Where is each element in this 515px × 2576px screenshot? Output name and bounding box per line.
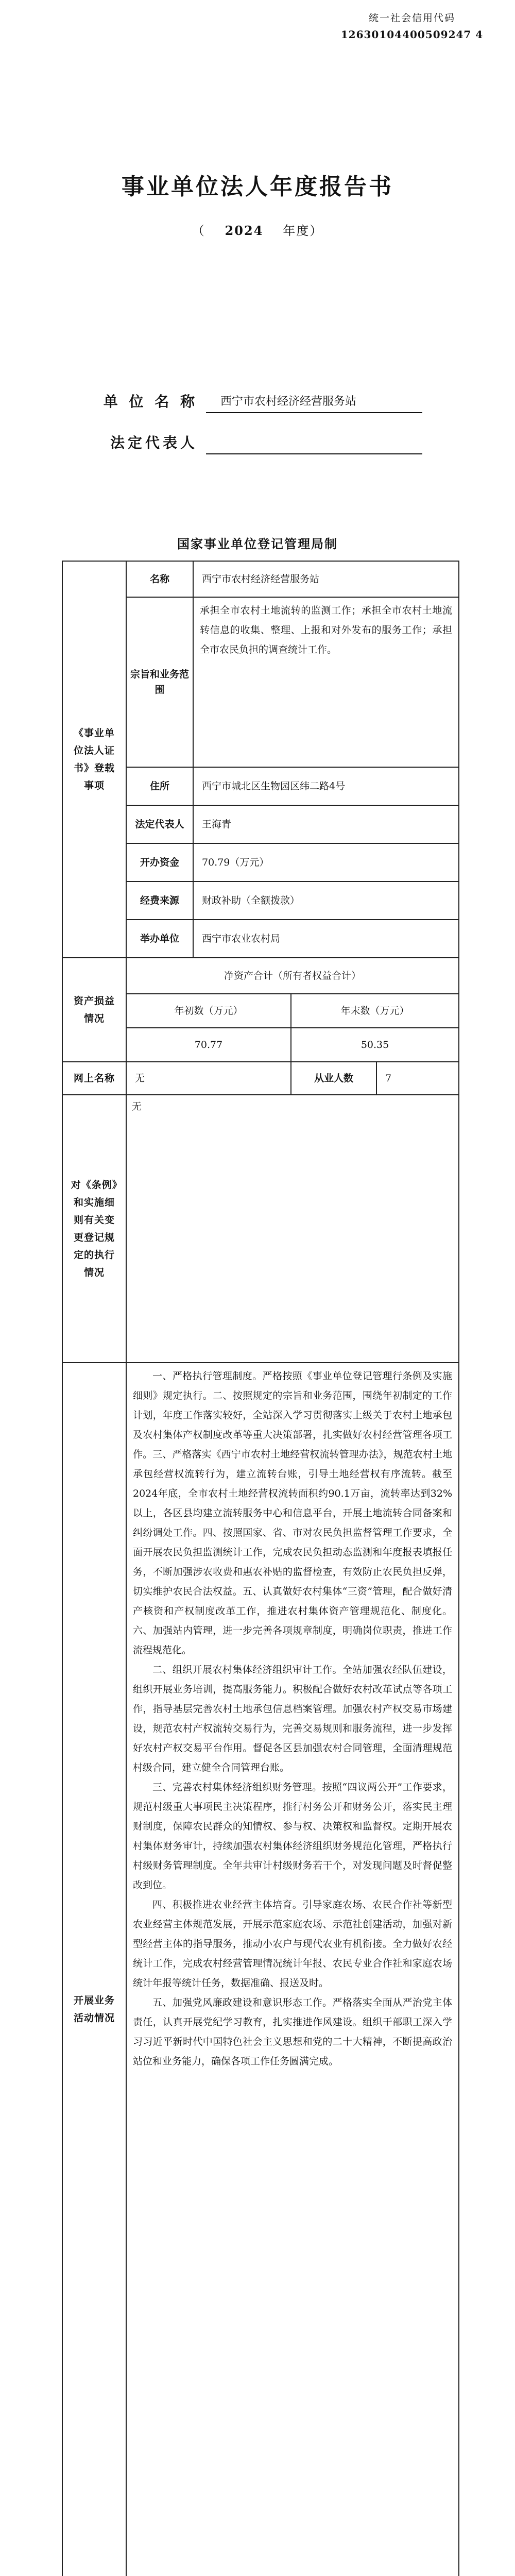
cert-name-label: 名称	[126, 561, 193, 597]
business-para-4: 四、积极推进农业经营主体培育。引导家庭农场、农民合作社等新型农业经营主体规范发展，开展示范家庭农场、示范社创建活动，加强对新型经营主体的指导服务，推动小农户与现代农业有机衔接。全力做好农经统计工作，完成农村经营管理情况统计年报、农民专业合作社和家庭农场统计年报等统计任务，数据准确、报送及时。	[133, 1899, 453, 1989]
legal-rep-value	[206, 432, 422, 454]
cert-funding-label: 开办资金	[126, 843, 193, 882]
report-table	[62, 561, 459, 2576]
assets-col-begin: 年初数（万元）	[126, 994, 291, 1028]
assets-end-value: 50.35	[291, 1028, 459, 1062]
credit-code-value: 12630104400509247 4	[340, 28, 484, 41]
assets-col-end: 年末数（万元）	[291, 994, 459, 1028]
cert-scope-label: 宗旨和业务范围	[126, 597, 193, 767]
credit-code-label: 统一社会信用代码	[368, 12, 455, 24]
business-para-2: 二、组织开展农村集体经济组织审计工作。全站加强农经队伍建设，组织开展业务培训，提高服务能力。积极配合做好农村改革试点等各项工作，指导基层完善农村土地承包信息档案管理。加强农村产权交易市场建设，规范农村产权流转交易行为，完善交易规则和服务流程，进一步发挥好农村产权交易平台作用。督促各区县加强农村合同管理，全面清理规范村级合同，建立健全合同管理台账。	[133, 1664, 453, 1773]
cert-name-value: 西宁市农村经济经营服务站	[193, 561, 459, 597]
website-label: 网上名称	[62, 1062, 126, 1095]
cert-section-label: 《事业单位法人证书》登载事项	[62, 561, 126, 958]
website-value: 无	[126, 1062, 291, 1095]
cert-source-label: 经费来源	[126, 882, 193, 920]
year-value: 2024	[225, 223, 264, 238]
unit-name-label: 单 位 名 称	[103, 393, 198, 410]
unit-name-field	[103, 391, 422, 413]
legal-rep-label: 法定代表人	[110, 434, 198, 451]
cert-source-value: 财政补助（全额拨款）	[193, 882, 459, 920]
compliance-label: 对《条例》和实施细则有关变更登记规定的执行情况	[62, 1095, 126, 1363]
cert-sponsor-value: 西宁市农业农村局	[193, 920, 459, 958]
cert-legal-label: 法定代表人	[126, 805, 193, 843]
cert-sponsor-label: 举办单位	[126, 920, 193, 958]
business-para-1: 一、严格执行管理制度。严格按照《事业单位登记管理行条例及实施细则》规定执行。二、按照规定的宗旨和业务范围，围绕年初制定的工作计划，年度工作落实较好，全站深入学习贯彻落实上级关于农村土地承包及农村集体产权制度改革等重大决策部署，扎实做好农村经营管理各项工作。三、严格落实《西宁市农村土地经营权流转管理办法》，规范农村土地承包经营权流转行为，建立流转台账，引导土地经营权有序流转。截至2024年底，全市农村土地经营权流转面积约90.1万亩，流转率达到32%以上，各区县均建立流转服务中心和信息平台，开展土地流转合同备案和纠纷调处工作。四、按照国家、省、市对农民负担监督管理工作要求，全面开展农民负担监测统计工作，完成农民负担动态监测和年度报表填报任务，不断加强涉农收费和惠农补贴的监督检查，有效防止农民负担反弹，切实维护农民合法权益。五、认真做好农村集体“三资”管理，配合做好清产核资和产权制度改革工作，推进农村集体资产管理规范化、制度化。六、加强站内管理，进一步完善各项规章制度，明确岗位职责，推进工作流程规范化。	[133, 1370, 453, 1656]
staff-label: 从业人数	[291, 1062, 376, 1095]
assets-begin-value: 70.77	[126, 1028, 291, 1062]
year-open: （	[192, 224, 205, 238]
report-form	[62, 561, 458, 2576]
issuer-line: 国家事业单位登记管理局制	[177, 536, 338, 551]
business-label: 开展业务活动情况	[62, 1363, 126, 2576]
business-para-3: 三、完善农村集体经济组织财务管理。按照“四议两公开”工作要求，规范村级重大事项民主决策程序，推行村务公开和财务公开，落实民主理财制度，保障农民群众的知情权、参与权、决策权和监督权。定期开展农村集体财务审计，持续加强农村集体经济组织财务规范化管理，严格执行村级财务管理制度。全年共审计村级财务若干个，对发现问题及时督促整改到位。	[133, 1782, 453, 1891]
cert-address-value: 西宁市城北区生物园区纬二路4号	[193, 767, 459, 805]
document-title: 事业单位法人年度报告书	[122, 174, 393, 200]
unit-name-value: 西宁市农村经济经营服务站	[206, 391, 422, 413]
compliance-value: 无	[126, 1095, 459, 1363]
assets-type: 净资产合计（所有者权益合计）	[126, 958, 459, 994]
year-close: 年度）	[283, 224, 323, 238]
business-para-5: 五、加强党风廉政建设和意识形态工作。严格落实全面从严治党主体责任，认真开展党纪学习教育，扎实推进作风建设。组织干部职工深入学习习近平新时代中国特色社会主义思想和党的二十大精神，不断提高政治站位和业务能力，确保各项工作任务圆满完成。	[133, 1997, 453, 2067]
staff-value: 7	[376, 1062, 459, 1095]
assets-label: 资产损益情况	[62, 958, 126, 1062]
cert-scope-value: 承担全市农村土地流转的监测工作；承担全市农村土地流转信息的收集、整理、上报和对外发布的服务工作；承担全市农民负担的调查统计工作。	[193, 597, 459, 767]
legal-rep-field	[103, 432, 422, 454]
cert-funding-value: 70.79（万元）	[193, 843, 459, 882]
report-year	[0, 221, 515, 239]
cert-address-label: 住所	[126, 767, 193, 805]
cert-legal-value: 王海青	[193, 805, 459, 843]
business-content	[126, 1363, 459, 2576]
credit-code-block	[330, 9, 494, 42]
